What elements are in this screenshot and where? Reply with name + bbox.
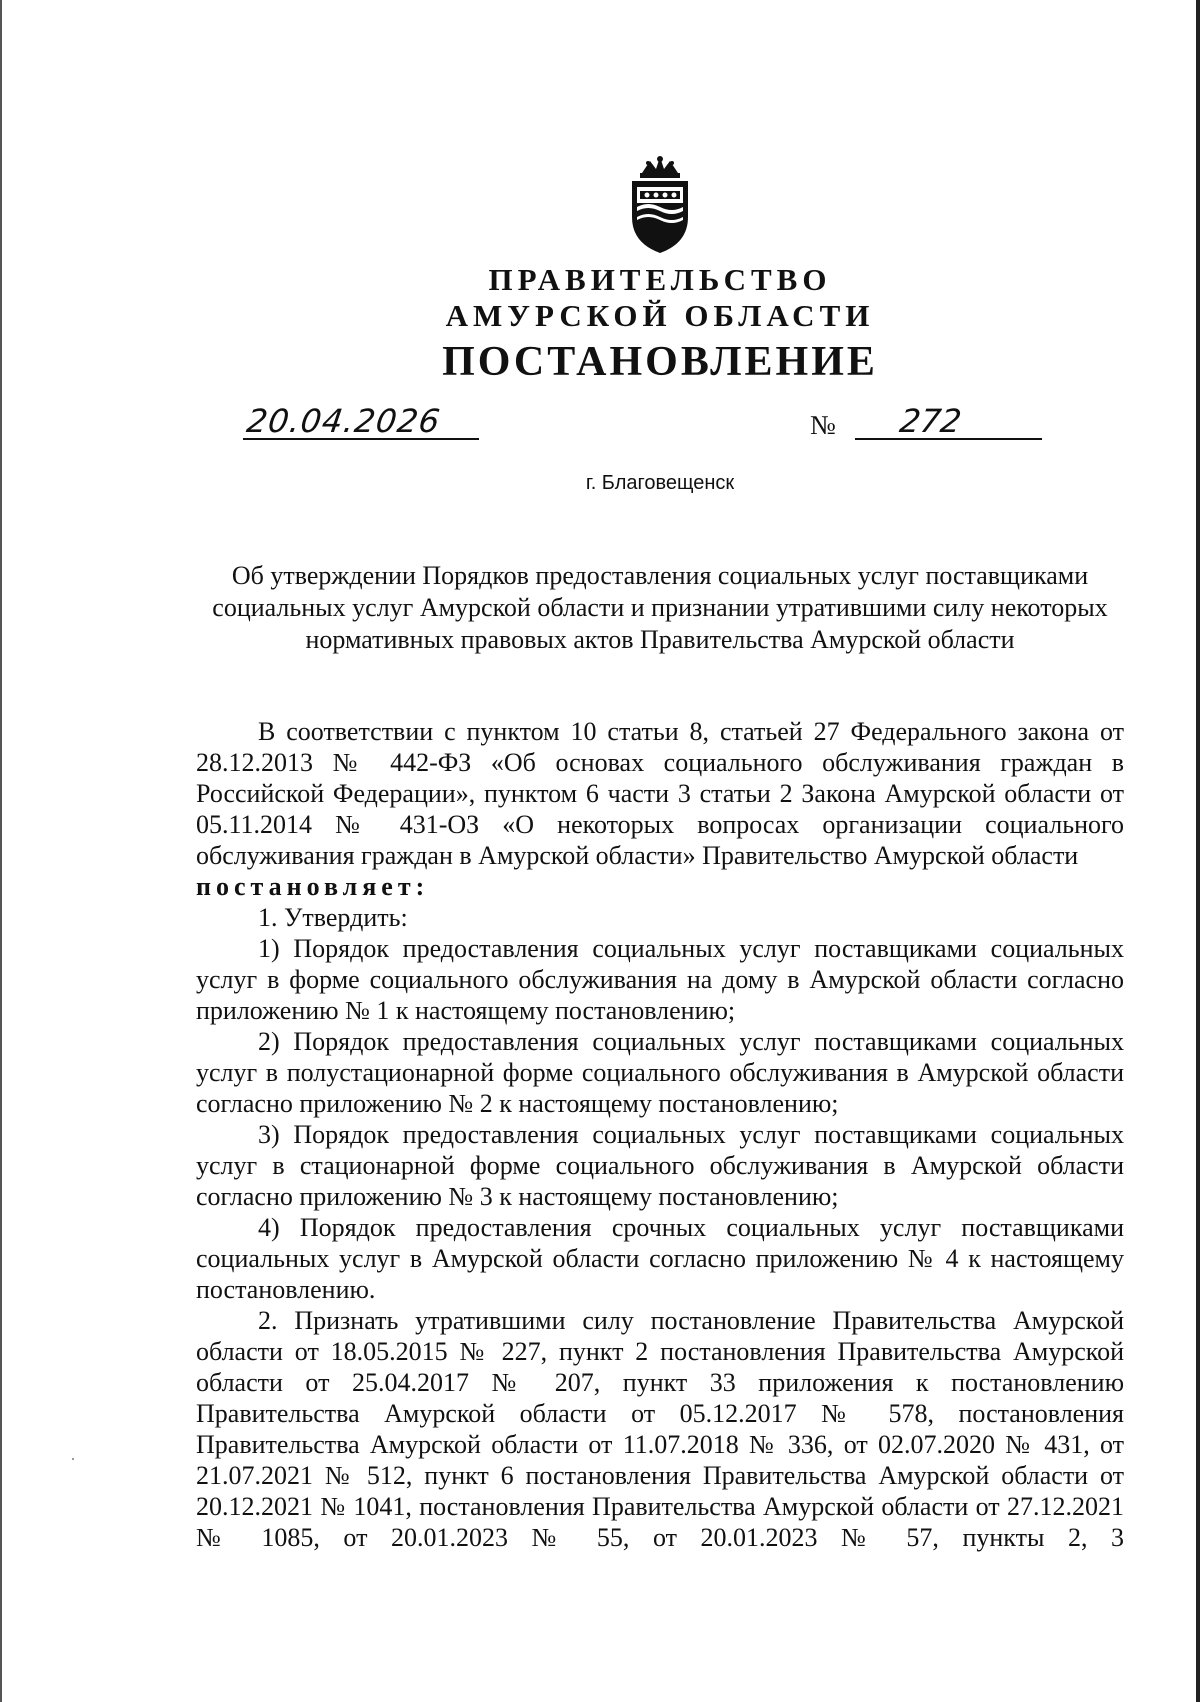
date-underline xyxy=(243,438,479,440)
government-title: ПРАВИТЕЛЬСТВО xyxy=(488,262,832,297)
preamble-paragraph: В соответствии с пунктом 10 статьи 8, статьей 27 Федерального закона от 28.12.2013 № 442-ФЗ «Об основах социального обслуживания граждан в Российской Федерации», пунктом 6 части 3 статьи 2 Закона Амурской области от 05.11.2014 № 431-ОЗ «О некоторых вопросах организации социального обслуживания граждан в Амурской области» Правительство Амурской области xyxy=(196,717,1124,870)
city-name: г. Благовещенск xyxy=(585,472,735,494)
document-title: Об утверждении Порядков предоставления социальных услуг поставщиками социальных услуг Амурской области и признании утратившими силу некоторых нормативных правовых актов Правительства Амурской области xyxy=(212,561,1108,654)
region-title: АМУРСКОЙ ОБЛАСТИ xyxy=(445,298,875,333)
subitem-3: 3) Порядок предоставления социальных услуг поставщиками социальных услуг в стационарной форме социального обслуживания в Амурской области согласно приложению № 3 к настоящему постановлению; xyxy=(196,1120,1124,1211)
item-2: 2. Признать утратившими силу постановление Правительства Амурской области от 18.05.2015 № 227, пункт 2 постановления Правительства Амурской области от 25.04.2017 № 207, пункт 33 приложения к постановлению Правительства Амурской области от 05.12.2017 № 578, постановления Правительства Амурской области от 11.07.2018 № 336, от 02.07.2020 № 431, от 21.07.2021 № 512, пункт 6 постановления Правительства Амурской области от 20.12.2021 № 1041, постановления Правительства Амурской области от 27.12.2021 № 1085, от 20.01.2023 № 55, от 20.01.2023 № 57, пункты 2, 3 xyxy=(196,1306,1124,1552)
resolves-word: постановляет: xyxy=(196,872,430,901)
number-sign: № xyxy=(810,410,836,440)
document-body xyxy=(196,716,1124,1553)
scan-speck xyxy=(72,1458,74,1460)
item-1: 1. Утвердить: xyxy=(258,903,408,932)
document-type: ПОСТАНОВЛЕНИЕ xyxy=(442,339,878,385)
coat-of-arms-icon xyxy=(620,155,700,255)
number-underline xyxy=(855,438,1042,440)
scan-edge-right xyxy=(1196,0,1200,1702)
subitem-1: 1) Порядок предоставления социальных услуг поставщиками социальных услуг в форме социального обслуживания на дому в Амурской области согласно приложению № 1 к настоящему постановлению; xyxy=(196,934,1124,1025)
document-date: 20.04.2026 xyxy=(244,402,443,440)
scan-edge-left xyxy=(0,0,2,1702)
subitem-4: 4) Порядок предоставления срочных социальных услуг поставщиками социальных услуг в Амурской области согласно приложению № 4 к настоящему постановлению. xyxy=(196,1213,1124,1304)
subitem-2: 2) Порядок предоставления социальных услуг поставщиками социальных услуг в полустационарной форме социального обслуживания в Амурской области согласно приложению № 2 к настоящему постановлению; xyxy=(196,1027,1124,1118)
document-number: 272 xyxy=(897,402,964,440)
